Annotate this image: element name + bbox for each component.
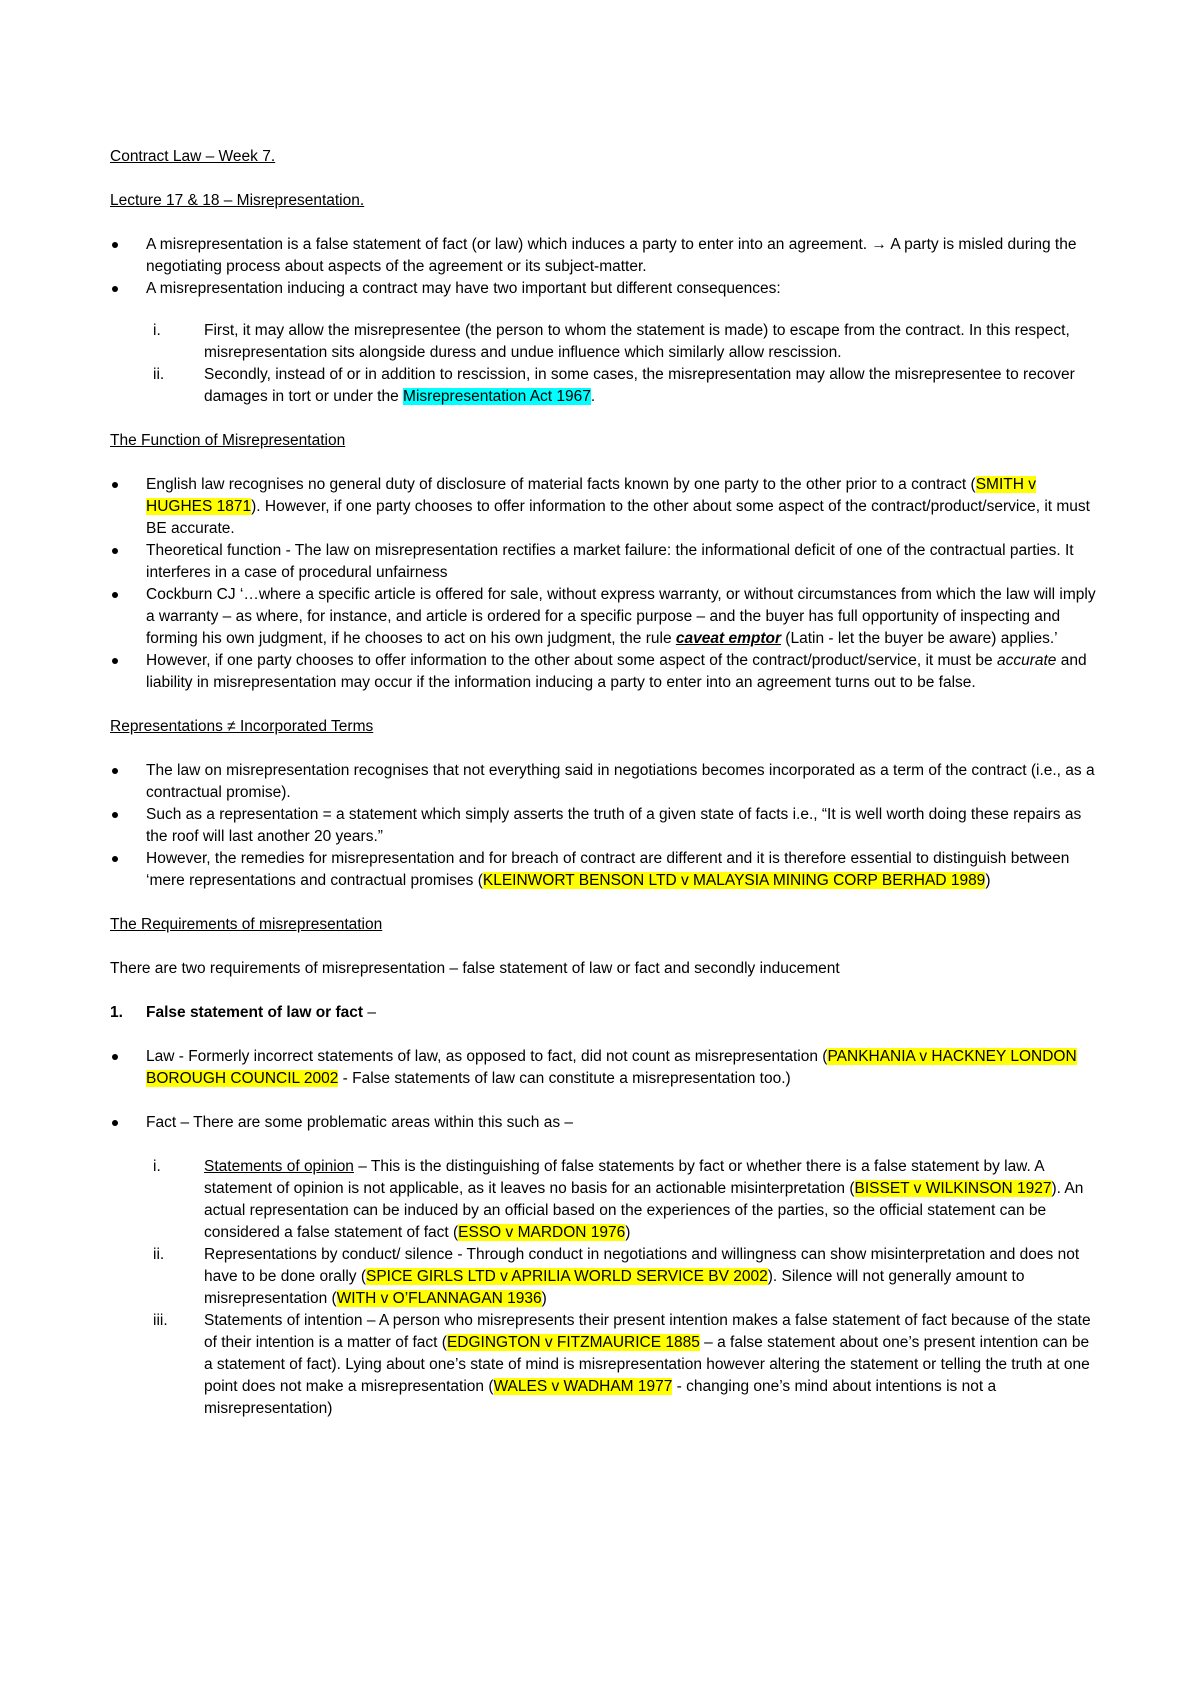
list-item: A misrepresentation inducing a contract may have two important but different consequences: (110, 278, 1100, 300)
list-item: Cockburn CJ ‘…where a specific article is offered for sale, without express warranty, or without circumstances from which the law will imply a warranty – as where, for instance, and article is ordered for a specific purpose – and the buyer has full opportunity of inspecting and forming his own judgment, if he chooses to act on his own judgment, the rule caveat emptor (Latin - let the buyer be aware) applies.’ (110, 584, 1100, 650)
list-item: ii. Secondly, instead of or in addition to rescission, in some cases, the misrepresentation may allow the misrepresentee to recover damages in tort or under the Misrepresentation Act 1967. (153, 366, 1075, 405)
section-heading-function: The Function of Misrepresentation (110, 432, 346, 449)
list-item: However, if one party chooses to offer information to the other about some aspect of the contract/product/service, it must be accurate and liability in misrepresentation may occur if the information inducing a party to enter into an agreement turns out to be false. (110, 650, 1100, 694)
fact-bullet (110, 1112, 1100, 1134)
list-item: Fact – There are some problematic areas within this such as – (110, 1112, 1100, 1134)
case-highlight: PANKHANIA v HACKNEY LONDON BOROUGH COUNCIL 2002 (146, 1048, 1077, 1087)
case-highlight: KLEINWORT BENSON LTD v MALAYSIA MINING CORP BERHAD 1989 (482, 872, 986, 889)
list-item: English law recognises no general duty of disclosure of material facts known by one party to the other prior to a contract (SMITH v HUGHES 1871). However, if one party chooses to offer information to the other about some aspect of the contract/product/service, it must BE accurate. (110, 474, 1100, 540)
document-title: Contract Law – Week 7. (110, 148, 276, 165)
lecture-heading: Lecture 17 & 18 – Misrepresentation. (110, 192, 365, 209)
case-highlight: SPICE GIRLS LTD v APRILIA WORLD SERVICE BV 2002 (366, 1268, 768, 1285)
list-item: The law on misrepresentation recognises that not everything said in negotiations becomes incorporated as a term of the contract (i.e., as a contractual promise). (110, 760, 1100, 804)
case-highlight: EDGINGTON v FITZMAURICE 1885 (446, 1334, 700, 1351)
list-item: However, the remedies for misrepresentation and for breach of contract are different and it is therefore essential to distinguish between ‘mere representations and contractual promises (KLEINWORT BENSON LTD v MALAYSIA MINING CORP BERHAD 1989) (110, 848, 1100, 892)
list-item: Theoretical function - The law on misrepresentation rectifies a market failure: the informational deficit of one of the contractual parties. It interferes in a case of procedural unfairness (110, 540, 1100, 584)
case-highlight: ESSO v MARDON 1976 (458, 1224, 626, 1241)
law-bullet (110, 1046, 1100, 1090)
statute-highlight: Misrepresentation Act 1967 (403, 388, 591, 405)
case-highlight: BISSET v WILKINSON 1927 (854, 1180, 1052, 1197)
fact-areas-list (110, 1156, 1100, 1420)
document-body (110, 146, 1100, 1420)
section-heading-requirements: The Requirements of misrepresentation (110, 916, 383, 933)
case-highlight: SMITH v HUGHES 1871 (146, 476, 1036, 515)
list-item: iii. Statements of intention – A person who misrepresents their present intention makes a false statement of fact because of the state of their intention is a matter of fact (EDGINGTON v FITZMAURICE 1885 – a false statement about one’s present intention can be a statement of fact). Lying about one’s state of mind is misrepresentation however altering the statement or telling the truth at one point does not make a misrepresentation (WALES v WADHAM 1977 - changing one’s mind about intentions is not a misrepresentation) (153, 1312, 1091, 1417)
requirements-intro: There are two requirements of misrepresentation – false statement of law or fact and secondly inducement (110, 960, 840, 977)
list-item: Such as a representation = a statement which simply asserts the truth of a given state of facts i.e., “It is well worth doing these repairs as the roof will last another 20 years.” (110, 804, 1100, 848)
intro-bullets (110, 234, 1100, 300)
list-item: Law - Formerly incorrect statements of law, as opposed to fact, did not count as misrepresentation (PANKHANIA v HACKNEY LONDON BOROUGH COUNCIL 2002 - False statements of law can constitute a misrepresentation too.) (110, 1046, 1100, 1090)
consequences-list (110, 320, 1100, 408)
latin-term: caveat emptor (675, 630, 781, 647)
numbered-heading-1: 1. False statement of law or fact – (110, 1004, 376, 1021)
list-item: ii. Representations by conduct/ silence - Through conduct in negotiations and willingness can show misinterpretation and does not have to be done orally (SPICE GIRLS LTD v APRILIA WORLD SERVICE BV 2002). Silence will not generally amount to misrepresentation (WITH v O’FLANNAGAN 1936) (153, 1246, 1080, 1307)
case-highlight: WITH v O’FLANNAGAN 1936 (336, 1290, 542, 1307)
section-heading-representations: Representations ≠ Incorporated Terms (110, 718, 374, 735)
case-highlight: WALES v WADHAM 1977 (493, 1378, 673, 1395)
list-item: A misrepresentation is a false statement of fact (or law) which induces a party to enter into an agreement. → A party is misled during the negotiating process about aspects of the agreement or its subject-matter. (110, 234, 1100, 278)
list-item: i. Statements of opinion – This is the distinguishing of false statements by fact or whether there is a false statement by law. A statement of opinion is not applicable, as it leaves no basis for an actionable misinterpretation (BISSET v WILKINSON 1927). An actual representation can be induced by an official based on the experiences of the parties, so the official statement can be considered a false statement of fact (ESSO v MARDON 1976) (153, 1158, 1084, 1241)
list-item: i. First, it may allow the misrepresentee (the person to whom the statement is made) to escape from the contract. In this respect, misrepresentation sits alongside duress and undue influence which similarly allow rescission. (153, 322, 1070, 361)
representations-bullets (110, 760, 1100, 892)
function-bullets (110, 474, 1100, 694)
